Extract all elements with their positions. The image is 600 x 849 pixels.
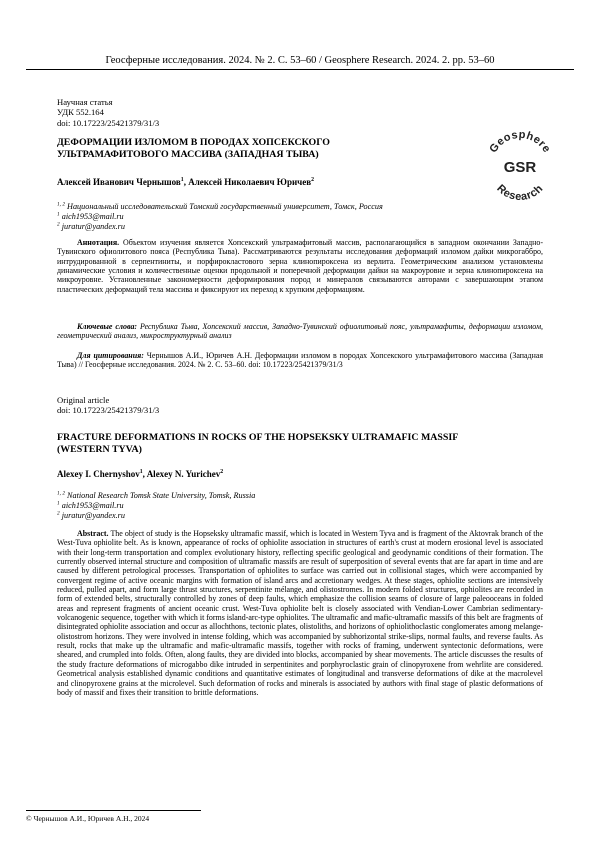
en-affiliations <box>57 491 255 522</box>
en-meta <box>57 395 159 416</box>
en-author2: Alexey N. Yurichev <box>146 469 221 479</box>
ru-meta <box>57 97 159 128</box>
footer-rule <box>26 810 201 811</box>
ru-author-sep: , <box>183 177 189 187</box>
ru-affil: Национальный исследовательский Томский государственный университет, Томск, Россия <box>67 202 383 211</box>
ru-authors <box>57 177 314 187</box>
en-email1: aich1953@mail.ru <box>61 501 124 511</box>
ru-keywords <box>57 322 543 341</box>
en-title-line2: (WESTERN TYVA) <box>57 444 142 455</box>
en-affil-sup: 1, 2 <box>57 490 65 497</box>
ru-title <box>57 137 330 161</box>
ru-author2-sup: 2 <box>311 177 314 183</box>
ru-keywords-label: Ключевые слова: <box>77 322 138 331</box>
copyright: © Чернышов А.И., Юричев А.Н., 2024 <box>26 814 150 823</box>
en-title-line1: FRACTURE DEFORMATIONS IN ROCKS OF THE HOPSEKSKY ULTRAMAFIC MASSIF <box>57 432 459 443</box>
ru-email1: aich1953@mail.ru <box>61 212 124 222</box>
logo-bottom-text: Research <box>494 182 546 204</box>
ru-abstract-label: Аннотация. <box>77 238 120 247</box>
ru-title-line1: ДЕФОРМАЦИИ ИЗЛОМОМ В ПОРОДАХ ХОПСЕКСКОГО <box>57 137 330 148</box>
ru-article-type: Научная статья <box>57 97 113 107</box>
ru-keywords-text: Республика Тыва, Хопсекский массив, Западно-Тувинский офиолитовый пояс, ультрамафиты, деформации изломом, геометрический анализ, микроструктурный анализ <box>57 322 543 341</box>
ru-udk: УДК 552.164 <box>57 107 104 118</box>
header-rule <box>26 69 574 70</box>
ru-author1: Алексей Иванович Чернышов <box>57 177 181 187</box>
ru-abstract <box>57 238 543 294</box>
ru-author2: Алексей Николаевич Юричев <box>188 177 312 187</box>
en-affil: National Research Tomsk State University, Tomsk, Russia <box>67 491 256 500</box>
en-article-type: Original article <box>57 395 110 405</box>
logo-top-text: Geosphere <box>487 128 553 156</box>
gsr-logo <box>480 124 560 204</box>
en-authors <box>57 469 223 479</box>
en-author1-sup: 1 <box>139 469 143 475</box>
en-abstract <box>57 529 543 697</box>
en-author1: Alexey I. Chernyshov <box>57 469 140 479</box>
ru-doi: doi: 10.17223/25421379/31/3 <box>57 117 160 128</box>
ru-affil-sup: 1, 2 <box>57 201 65 208</box>
en-email1-sup: 1 <box>57 500 60 507</box>
running-header: Геосферные исследования. 2024. № 2. С. 53–60 / Geosphere Research. 2024. 2. pp. 53–60 <box>105 55 495 66</box>
en-author2-sup: 2 <box>220 469 224 475</box>
ru-citation-label: Для цитирования: <box>77 351 144 360</box>
en-abstract-label: Abstract. <box>77 529 109 538</box>
en-author-sep: , <box>142 469 147 479</box>
ru-author1-sup: 1 <box>180 177 184 183</box>
ru-title-line2: УЛЬТРАМАФИТОВОГО МАССИВА (ЗАПАДНАЯ ТЫВА) <box>57 149 319 160</box>
ru-abstract-text: Объектом изучения является Хопсекский ультрамафитовый массив, располагающийся в западном окончании Западно-Тувинского офиолитового пояса (Республика Тыва). Рассматриваются результаты исследования деформаций изломом дайки микрогаббро, интрудированной в серпентиниты, и порфирокластового зерна клинопироксена из верлита. Геометрическим анализом установлены динамические условия и количественные оценки продольной и поперечной деформации дайки на макроуровне и зерна клинопироксена на микроуровне. Установленные закономерности деформирования пород и минералов связываются авторами с завершающим этапом пластических деформаций тела массива и фиксируют их переход к хрупким деформациям. <box>57 238 543 294</box>
ru-citation <box>57 351 543 370</box>
ru-email1-sup: 1 <box>57 211 60 218</box>
ru-affiliations <box>57 202 383 233</box>
logo-center-text: GSR <box>503 159 537 176</box>
en-abstract-text: The object of study is the Hopseksky ultramafic massif, which is located in Western Tyva and is fragment of the Aktovrak branch of the West-Tuva ophiolite belt. As is known, appearance of rocks of ophiolite association in structures of earth's crust at modern erosional level is associated with their long-term transportation and complex evolutionary history, reflecting specific geological and geodynamic conditions of their formation. The currently observed internal structure and composition of ultramafic massifs are result of superposition of several events that are far apart in time and are caused by different petrological processes. Transportation of ophiolites to surface was carried out in collisional stages, which were accompanied by convergent regime of active oceanic margins with formation of island arcs and accretionary wedges. At these stages, ophiolite sections are intensively reduced, pulled apart, and form large thrust structures, serpentinite mélange, and olistostromes. In modern folded structures, ophiolites are recorded in form of extended belts, structurally controlled by zones of deep faults, which emphasize the collision seams of closure of large paleooceans in folded areas and represent fragments of ancient oceanic crust. West-Tuva ophiolite belt is closely associated with Vendian-Lower Cambrian sedimentary-volcanogenic sequence, together with which it forms island-arc-type ophiolites. The ultramafic and mafic-ultramafic massifs of this belt are fragments of disintegrated ophiolite association and occur as allochthons, tectonic plates, olistoliths, and horizons of ophiolithoclastic conglomerates among melange-olistostrom horizons. They were involved in intense folding, which was accompanied by subhorizontal strike-slips, normal faults, and reverse faults. As result, rocks that make up the ultramafic and mafic-ultramafic massifs, together with rocks of framing, underwent syntectonic deformations, were sheared, and crumpled into folds. Often, along faults, they are divided into blocks, accompanied by shear movements. The article discusses the results of the study fracture deformations of microgabbo dike intruded in serpentinites and porphyroclastic grain of clinopyroxene from wehrlite are considered. Geometrical analysis established dynamic conditions and quantitative estimates of longitudinal and transverse deformations of dike at the macrolevel and clinopyroxene grains at the microlevel. Such deformation of rocks and minerals is associated by authors with final stage of plastic deformations of body of massif and fixes their transition to brittle deformations. <box>57 529 544 697</box>
ru-email2-sup: 2 <box>57 221 60 228</box>
ru-citation-text: Чернышов А.И., Юричев А.Н. Деформации изломом в породах Хопсекского ультрамафитового массива (Западная Тыва) // Геосферные исследования. 2024. № 2. С. 53–60. doi: 10.17223/25421379/31/3 <box>57 351 544 370</box>
en-email2-sup: 2 <box>57 510 60 517</box>
en-title <box>57 432 458 456</box>
en-email2: juratur@yandex.ru <box>61 511 125 521</box>
ru-email2: juratur@yandex.ru <box>61 222 125 232</box>
en-doi: doi: 10.17223/25421379/31/3 <box>57 405 160 416</box>
